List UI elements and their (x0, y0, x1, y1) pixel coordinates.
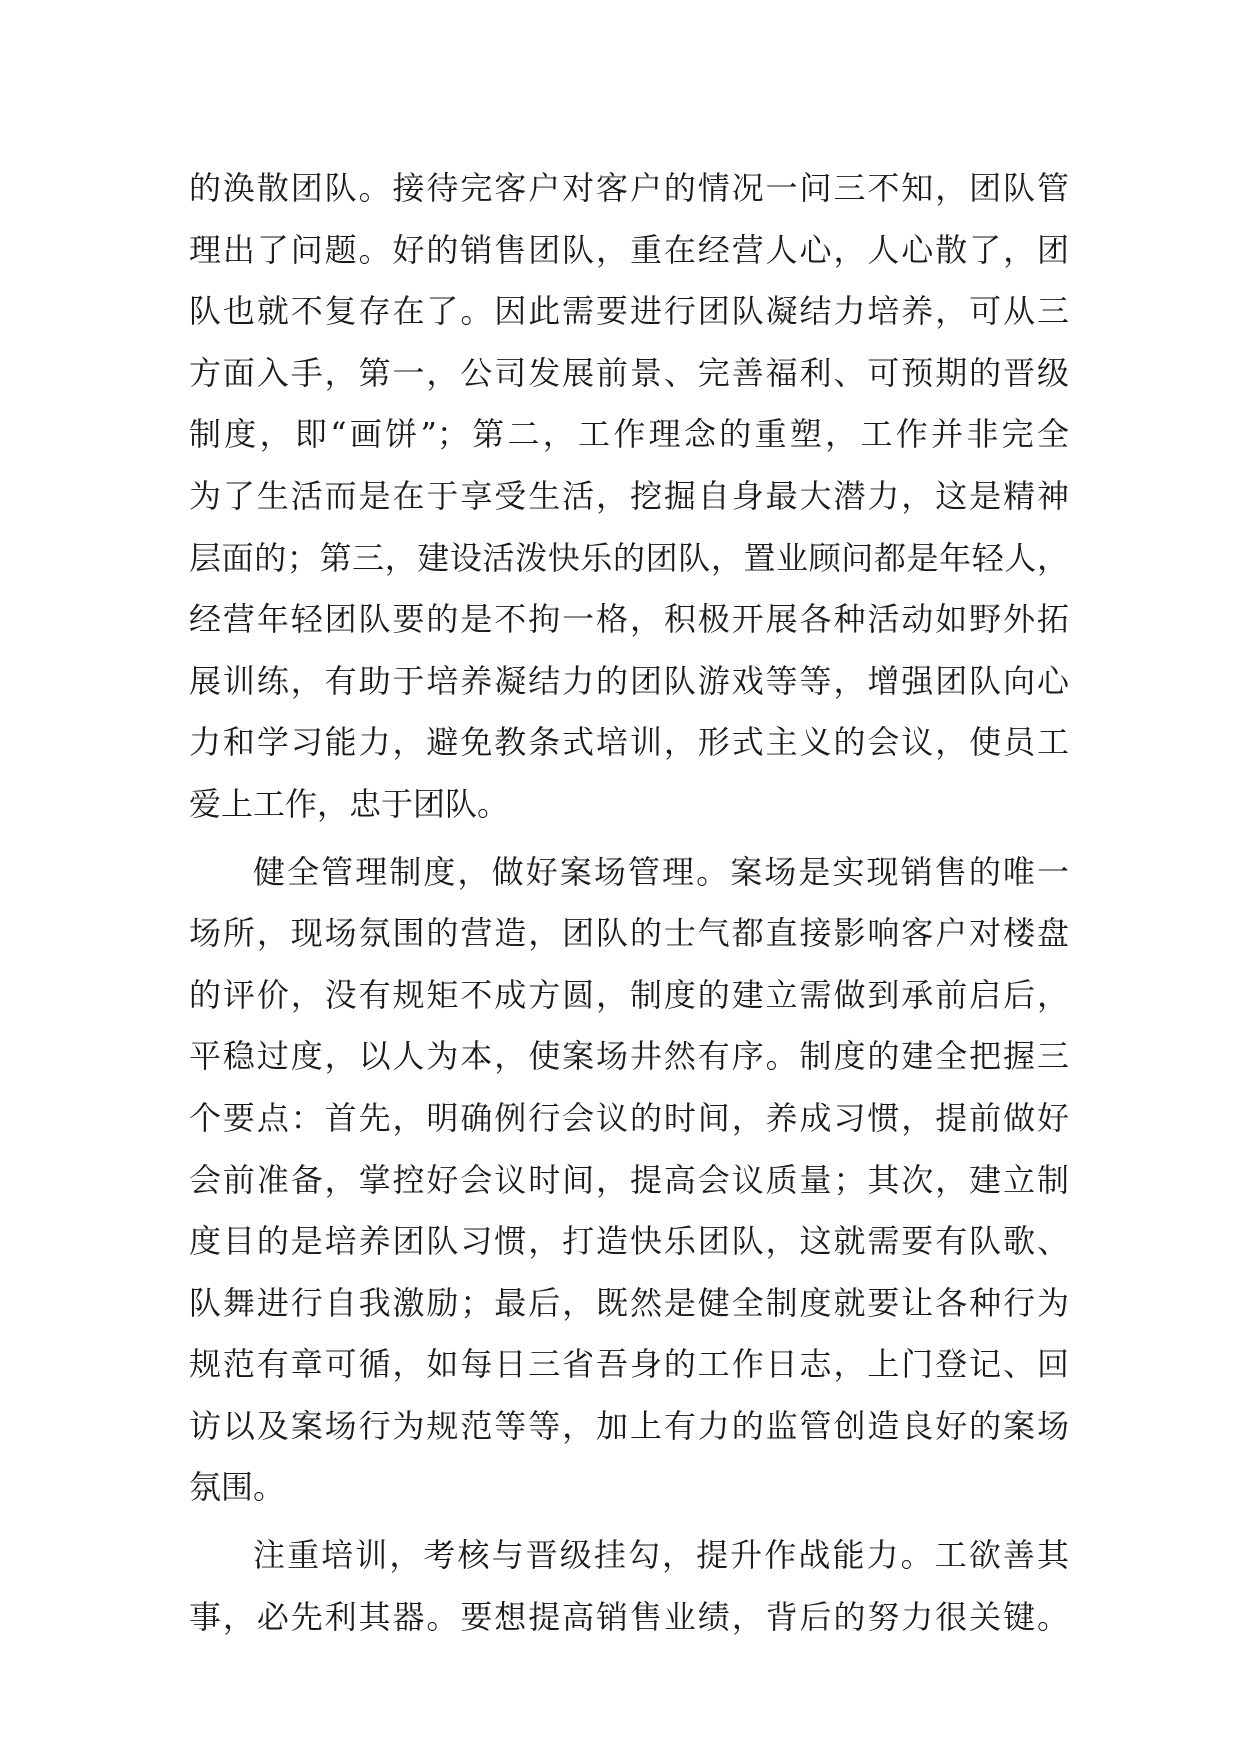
text-line: 理出了问题。好的销售团队，重在经营人心，人心散了，团 (189, 230, 1069, 269)
paragraph-training (189, 1525, 1069, 1648)
text-line: 健全管理制度，做好案场管理。案场是实现销售的唯一 (253, 852, 1069, 891)
text-line: 的涣散团队。接待完客户对客户的情况一问三不知，团队管 (189, 169, 1069, 207)
text-line: 经营年轻团队要的是不拘一格，积极开展各种活动如野外拓 (189, 600, 1069, 639)
text-line: 平稳过度，以人为本，使案场井然有序。制度的建全把握三 (189, 1037, 1069, 1076)
body-text (189, 158, 1069, 1648)
text-line: 的评价，没有规矩不成方圆，制度的建立需做到承前启后， (189, 975, 1069, 1014)
text-line: 力和学习能力，避免教条式培训，形式主义的会议，使员工 (189, 723, 1069, 762)
paragraph-management-system (189, 842, 1069, 1520)
paragraph-team-cohesion (189, 158, 1069, 836)
text-line: 规范有章可循，如每日三省吾身的工作日志，上门登记、回 (189, 1345, 1069, 1384)
text-line: 方面入手，第一，公司发展前景、完善福利、可预期的晋级 (189, 353, 1069, 392)
text-line: 队也就不复存在了。因此需要进行团队凝结力培养，可从三 (189, 292, 1069, 331)
text-line: 场所，现场氛围的营造，团队的士气都直接影响客户对楼盘 (189, 914, 1069, 953)
text-line: 事，必先利其器。要想提高销售业绩，背后的努力很关键。 (189, 1597, 1069, 1636)
text-line: 度目的是培养团队习惯，打造快乐团队，这就需要有队歌、 (189, 1222, 1069, 1261)
text-line: 注重培训，考核与晋级挂勾，提升作战能力。工欲善其 (253, 1536, 1069, 1575)
text-line: 制度，即“画饼”；第二，工作理念的重塑，工作并非完全 (189, 415, 1069, 454)
text-line: 为了生活而是在于享受生活，挖掘自身最大潜力，这是精神 (189, 476, 1069, 515)
text-line: 氛围。 (189, 1468, 286, 1507)
text-line: 展训练，有助于培养凝结力的团队游戏等等，增强团队向心 (189, 661, 1069, 700)
text-line: 队舞进行自我激励；最后，既然是健全制度就要让各种行为 (189, 1283, 1069, 1322)
text-line: 爱上工作，忠于团队。 (189, 784, 510, 823)
text-line: 个要点：首先，明确例行会议的时间，养成习惯，提前做好 (189, 1098, 1069, 1137)
text-line: 访以及案场行为规范等等，加上有力的监管创造良好的案场 (189, 1406, 1069, 1445)
text-line: 层面的；第三，建设活泼快乐的团队，置业顾问都是年轻人， (189, 538, 1069, 577)
text-line: 会前准备，掌控好会议时间，提高会议质量；其次，建立制 (189, 1160, 1069, 1199)
